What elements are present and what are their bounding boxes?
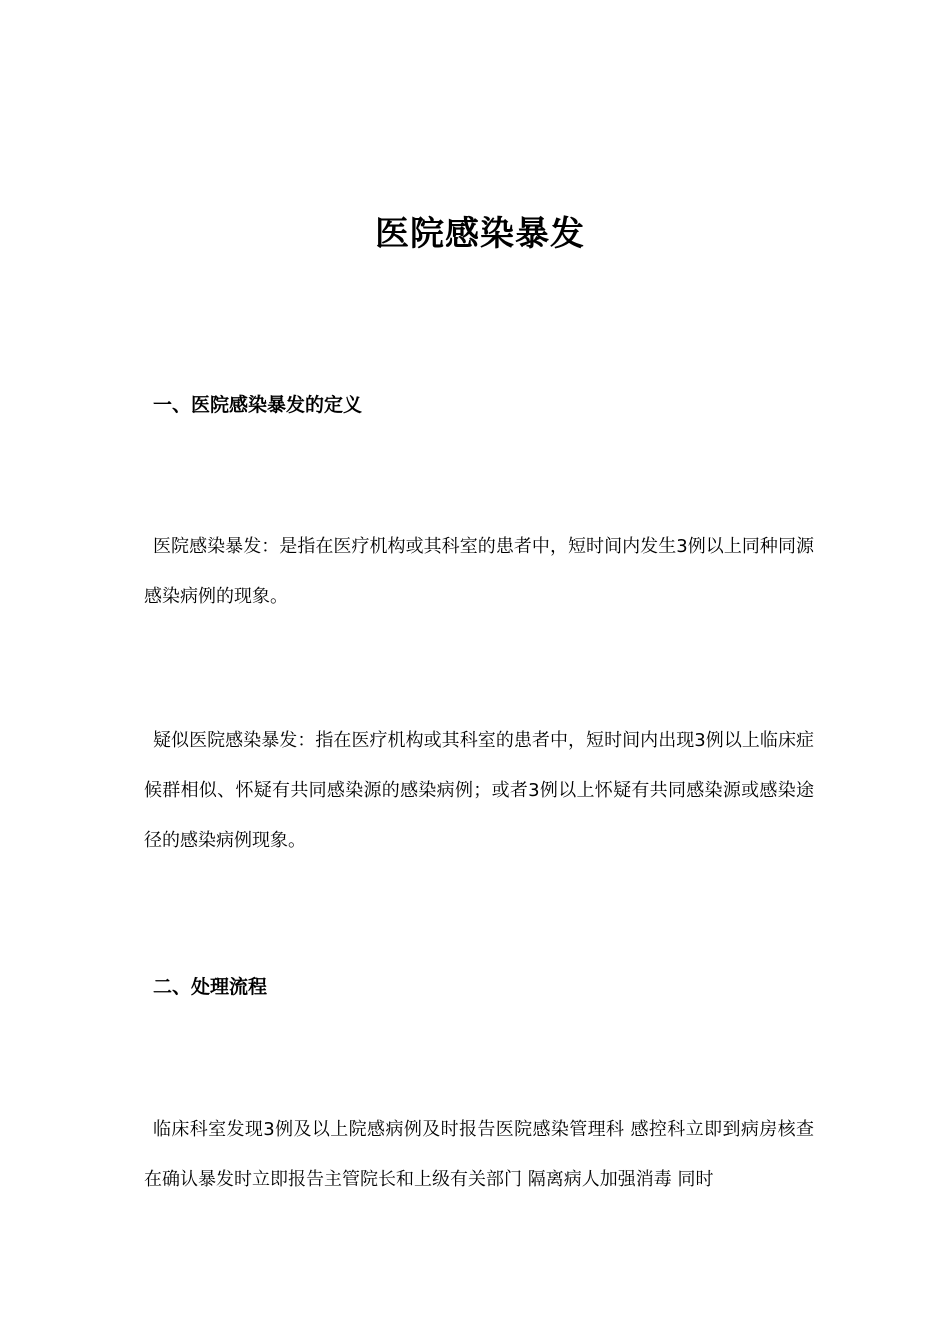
section-heading-process: 二、处理流程 [153,976,268,998]
section-heading-definition: 一、医院感染暴发的定义 [153,394,363,416]
paragraph-outbreak-definition: 医院感染暴发：是指在医疗机构或其科室的患者中，短时间内发生3例以上同种同源感染病例的现象。 [144,536,814,607]
paragraph-suspected-outbreak-definition: 疑似医院感染暴发：指在医疗机构或其科室的患者中，短时间内出现3例以上临床症候群相似、怀疑有共同感染源的感染病例；或者3例以上怀疑有共同感染源或感染途径的感染病例现象。 [144,730,814,851]
document-title: 医院感染暴发 [375,214,585,254]
paragraph-process-steps: 临床科室发现3例及以上院感病例及时报告医院感染管理科 感控科立即到病房核查 在确认暴发时立即报告主管院长和上级有关部门 隔离病人加强消毒 同时 [144,1119,814,1190]
